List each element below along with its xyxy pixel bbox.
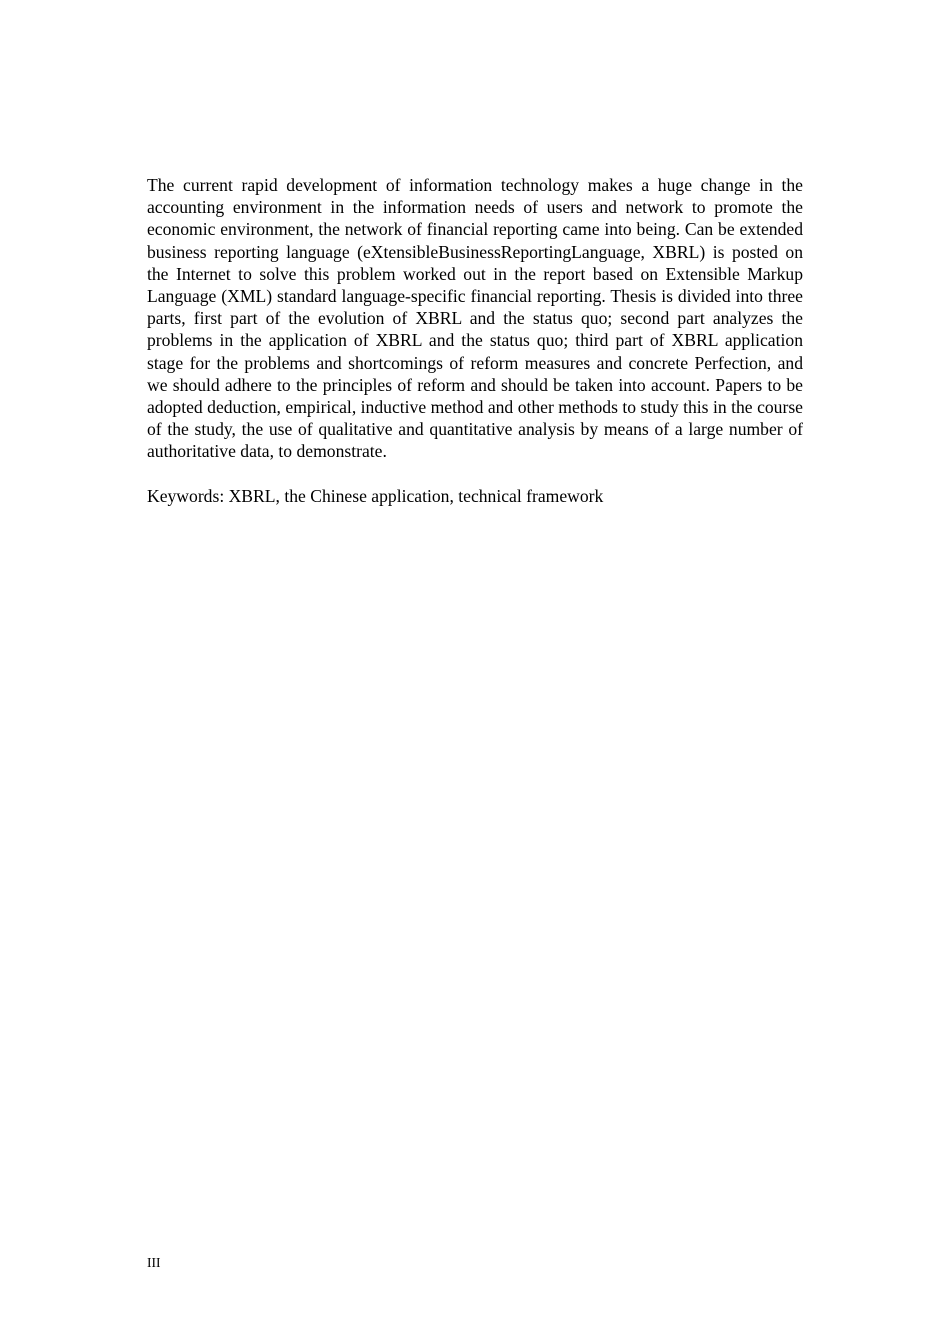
page-number: III	[147, 1255, 161, 1270]
abstract-paragraph: The current rapid development of information technology makes a huge change in the accounting environment in the information needs of users and network to promote the economic environment, the network of financial reporting came into being. Can be extended business reporting language (eXtensibleBusinessReportingLanguage, XBRL) is posted on the Internet to solve this problem worked out in the report based on Extensible Markup Language (XML) standard language-specific financial reporting. Thesis is divided into three parts, first part of the evolution of XBRL and the status quo; second part analyzes the problems in the application of XBRL and the status quo; third part of XBRL application stage for the problems and shortcomings of reform measures and concrete Perfection, and we should adhere to the principles of reform and should be taken into account. Papers to be adopted deduction, empirical, inductive method and other methods to study this in the course of the study, the use of qualitative and quantitative analysis by means of a large number of authoritative data, to demonstrate.	[147, 175, 803, 462]
keywords-line: Keywords: XBRL, the Chinese application, technical framework	[147, 486, 604, 506]
